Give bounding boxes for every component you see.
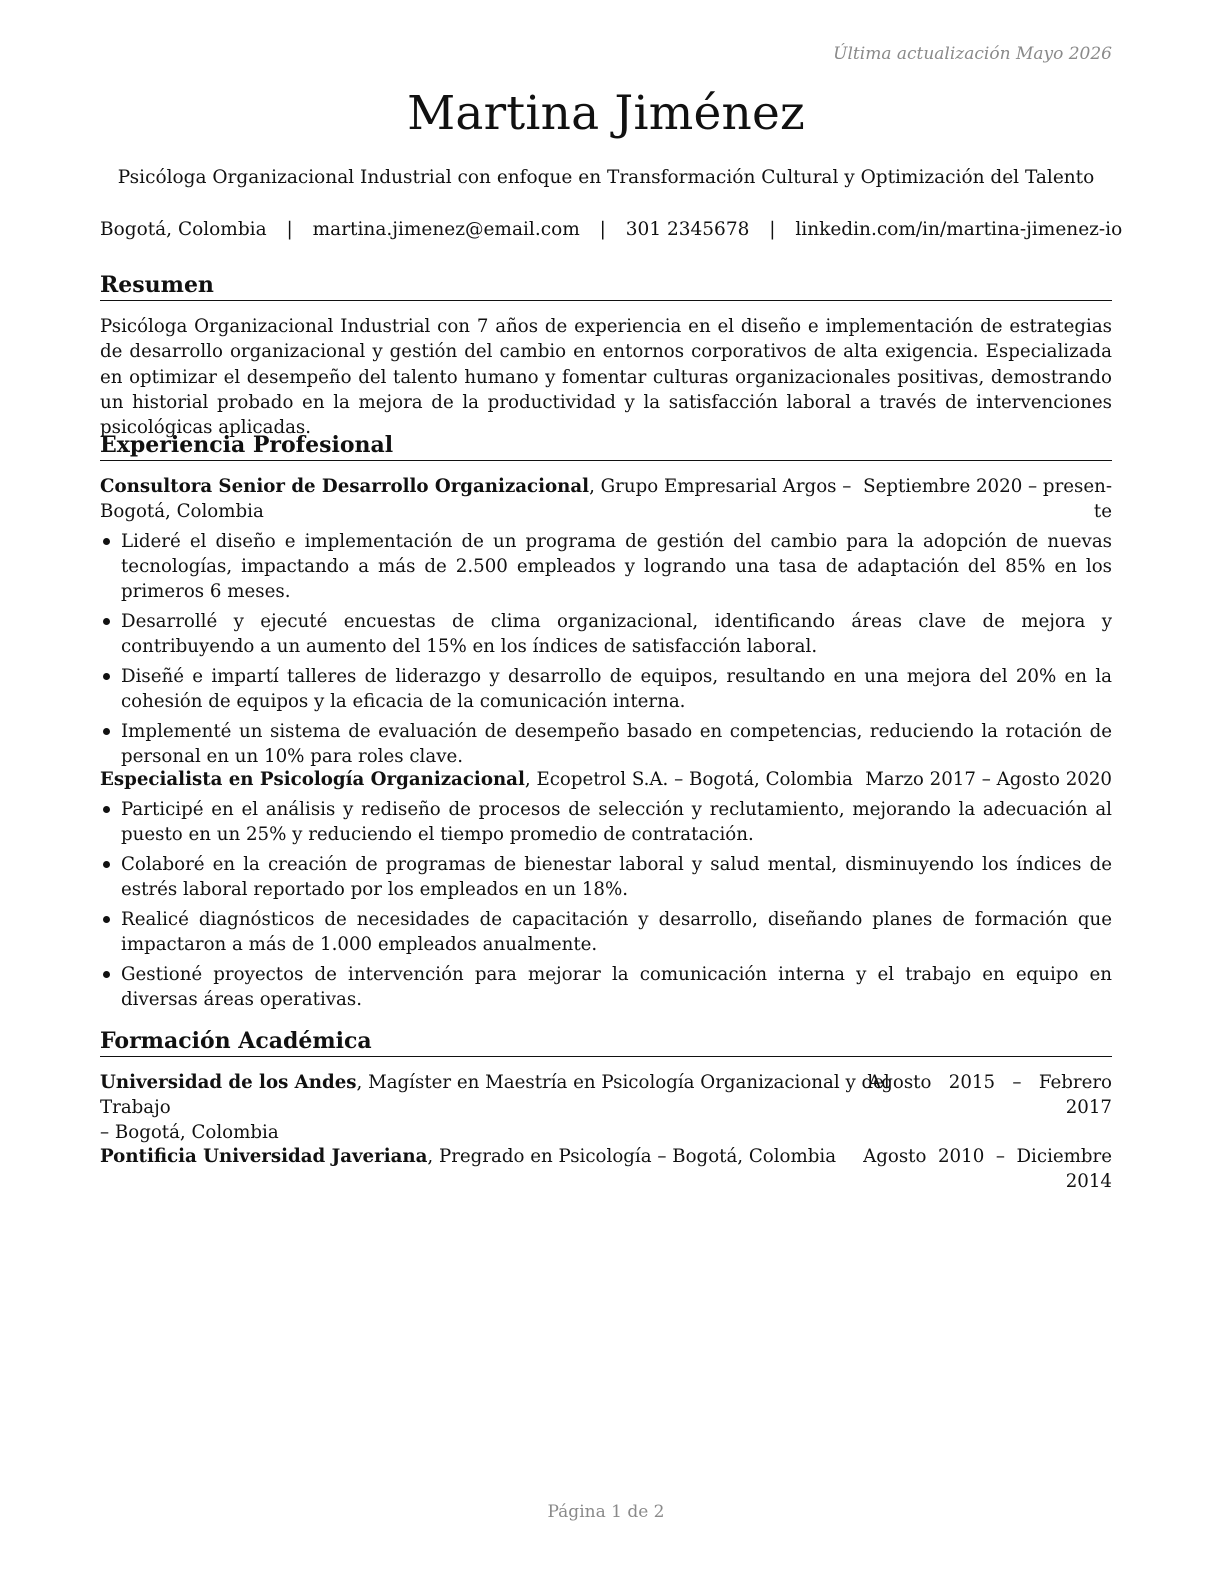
job-dates-line2: te	[1093, 501, 1112, 522]
bullet-text: Lideré el diseño e implementación de un programa de gestión del cambio para la adopción de nuevas tecnologías, impactando a más de 2.500 empleados y logrando una tasa de adaptación del 85% en los primeros 6 meses.	[121, 531, 1112, 602]
job-header	[100, 474, 1112, 524]
contact-linkedin[interactable]: linkedin.com/in/martina-jimenez-io	[795, 219, 1123, 240]
job-title-org	[100, 767, 853, 792]
list-item	[100, 529, 1112, 604]
education-institution: Pontificia Universidad Javeriana	[100, 1146, 428, 1167]
education-institution: Universidad de los Andes	[100, 1072, 357, 1093]
education-institution-degree	[100, 1144, 836, 1169]
job-dates	[865, 767, 1112, 792]
bullet-text: Colaboré en la creación de programas de bienestar laboral y salud mental, disminuyendo los índices de estrés laboral reportado por los empleados en un 18%.	[121, 854, 1112, 900]
contact-email[interactable]: martina.jimenez@email.com	[312, 219, 580, 240]
bullet-text: Participé en el análisis y rediseño de procesos de selección y reclutamiento, mejorando la adecuación al puesto en un 25% y reduciendo el tiempo promedio de contratación.	[121, 799, 1112, 845]
summary-text: Psicóloga Organizacional Industrial con 7 años de experiencia en el diseño e implementación de estrategias de desarrollo organizacional y gestión del cambio en entornos corporativos de alta exigencia. Especializada en optimizar el desempeño del talento humano y fomentar culturas organizacionales positivas, demostrando un historial probado en la mejora de la productividad y la satisfacción laboral a través de intervenciones psicológicas aplicadas.	[100, 316, 1112, 439]
education-location: – Bogotá, Colombia	[100, 1122, 279, 1143]
list-item	[100, 962, 1112, 1012]
bullet-icon	[103, 728, 110, 735]
job-org: , Ecopetrol S.A. – Bogotá, Colombia	[524, 769, 853, 790]
contact-separator: |	[769, 219, 776, 240]
list-item	[100, 609, 1112, 659]
bullet-icon	[103, 673, 110, 680]
education-entry	[100, 1144, 1112, 1194]
education-dates-line1: Agosto 2010 – Diciembre	[863, 1146, 1112, 1167]
job-role: Consultora Senior de Desarrollo Organizacional	[100, 476, 590, 497]
bullet-icon	[103, 861, 110, 868]
bullet-icon	[103, 806, 110, 813]
bullet-text: Diseñé e impartí talleres de liderazgo y desarrollo de equipos, resultando en una mejora del 20% en la cohesión de equipos y la eficacia de la comunicación interna.	[121, 666, 1112, 712]
contact-separator: |	[286, 219, 293, 240]
job-role: Especialista en Psicología Organizacional	[100, 769, 525, 790]
education-dates-line2: 2014	[1065, 1171, 1112, 1192]
section-title-experience: Experiencia Profesional	[100, 432, 1112, 461]
bullet-icon	[103, 538, 110, 545]
job-dates	[863, 474, 1112, 524]
contact-line	[100, 219, 1123, 240]
education-dates-line1: Agosto 2015 – Febrero	[868, 1072, 1112, 1093]
education-dates	[868, 1070, 1112, 1120]
job-dates-line1: Septiembre 2020 – presen-	[863, 476, 1112, 497]
list-item	[100, 797, 1112, 847]
education-degree: , Pregrado en Psicología – Bogotá, Colombia	[427, 1146, 837, 1167]
job-bullets	[100, 797, 1112, 1017]
education-degree: , Magíster en Maestría en Psicología Organizacional y del Trabajo	[100, 1072, 890, 1118]
contact-location: Bogotá, Colombia	[100, 219, 267, 240]
last-updated-note: Última actualización Mayo 2026	[833, 44, 1112, 64]
list-item	[100, 852, 1112, 902]
contact-separator: |	[599, 219, 606, 240]
job-dates-line1: Marzo 2017 – Agosto 2020	[865, 769, 1112, 790]
contact-phone[interactable]: 301 2345678	[625, 219, 750, 240]
education-institution-degree	[100, 1070, 940, 1145]
job-header	[100, 767, 1112, 792]
bullet-text: Desarrollé y ejecuté encuestas de clima organizacional, identificando áreas clave de mejora y contribuyendo a un aumento del 15% en los índices de satisfacción laboral.	[121, 611, 1112, 657]
education-dates	[863, 1144, 1112, 1194]
candidate-tagline: Psicóloga Organizacional Industrial con enfoque en Transformación Cultural y Optimización del Talento	[117, 167, 1095, 188]
list-item	[100, 664, 1112, 714]
bullet-icon	[103, 971, 110, 978]
bullet-text: Realicé diagnósticos de necesidades de capacitación y desarrollo, diseñando planes de formación que impactaron a más de 1.000 empleados anualmente.	[121, 909, 1112, 955]
job-bullets	[100, 529, 1112, 774]
list-item	[100, 907, 1112, 957]
job-title-org	[100, 474, 875, 524]
education-dates-line2: 2017	[1065, 1097, 1112, 1118]
resume-page	[100, 0, 1123, 1584]
bullet-icon	[103, 916, 110, 923]
job-org: , Grupo Empresarial Argos – Bogotá, Colombia	[100, 476, 852, 522]
page-number: Página 1 de 2	[547, 1502, 665, 1522]
education-entry	[100, 1070, 1112, 1143]
bullet-text: Implementé un sistema de evaluación de desempeño basado en competencias, reduciendo la rotación de personal en un 10% para roles clave.	[121, 721, 1112, 767]
bullet-icon	[103, 618, 110, 625]
section-title-summary: Resumen	[100, 272, 1112, 301]
section-title-education: Formación Académica	[100, 1028, 1112, 1057]
bullet-text: Gestioné proyectos de intervención para mejorar la comunicación interna y el trabajo en equipo en diversas áreas operativas.	[121, 964, 1112, 1010]
candidate-name: Martina Jiménez	[407, 86, 805, 141]
list-item	[100, 719, 1112, 769]
